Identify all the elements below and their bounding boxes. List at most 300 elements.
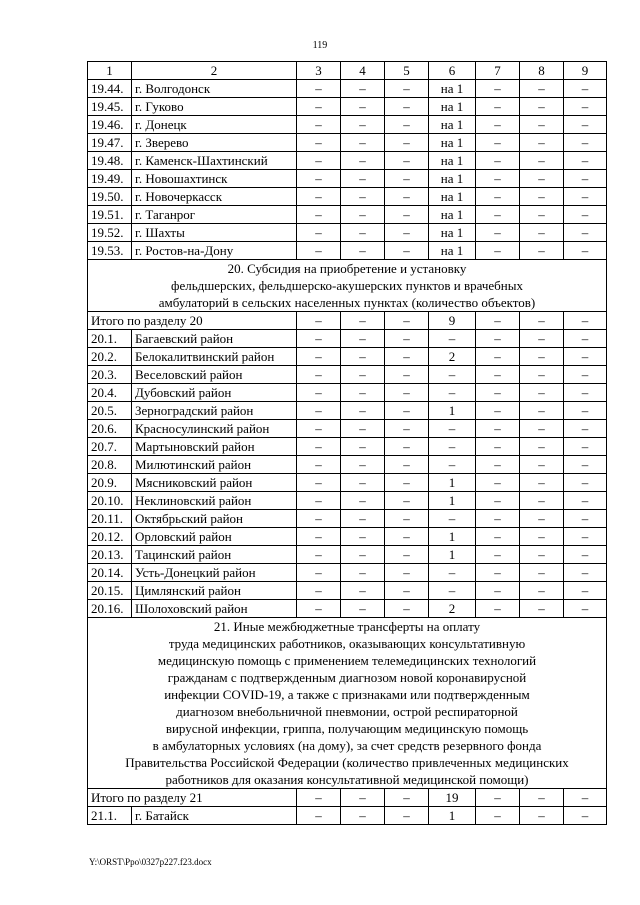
section-21-title-row (88, 618, 607, 789)
total-cell: – (564, 312, 607, 330)
value-cell: – (564, 242, 607, 260)
value-cell: – (297, 546, 341, 564)
value-cell: – (564, 807, 607, 825)
value-cell: – (385, 600, 429, 618)
total-cell: – (385, 312, 429, 330)
value-cell: – (476, 528, 520, 546)
value-cell: 1 (429, 402, 476, 420)
value-cell: – (476, 224, 520, 242)
total-cell: – (476, 789, 520, 807)
value-cell: – (341, 474, 385, 492)
value-cell: 1 (429, 807, 476, 825)
value-cell: – (297, 170, 341, 188)
data-table (87, 61, 607, 825)
header-cell: 9 (564, 62, 607, 80)
table-row (88, 188, 607, 206)
row-number: 20.8. (88, 456, 132, 474)
table-row (88, 80, 607, 98)
value-cell: – (385, 528, 429, 546)
value-cell: 2 (429, 600, 476, 618)
header-cell: 7 (476, 62, 520, 80)
value-cell: – (520, 420, 564, 438)
value-cell: – (385, 116, 429, 134)
value-cell: – (385, 366, 429, 384)
footer-file-path: Y:\ORST\Ppo\0327p227.f23.docx (89, 857, 212, 867)
value-cell: – (520, 600, 564, 618)
value-cell: – (564, 564, 607, 582)
row-number: 20.3. (88, 366, 132, 384)
value-cell: – (476, 492, 520, 510)
value-cell: – (476, 206, 520, 224)
header-cell: 1 (88, 62, 132, 80)
row-name: Милютинский район (132, 456, 297, 474)
value-cell: – (520, 348, 564, 366)
value-cell: – (385, 242, 429, 260)
value-cell: – (297, 510, 341, 528)
table-row (88, 402, 607, 420)
value-cell: – (476, 348, 520, 366)
value-cell: – (429, 420, 476, 438)
row-name: Багаевский район (132, 330, 297, 348)
value-cell: – (564, 600, 607, 618)
table-row (88, 348, 607, 366)
value-cell: – (297, 582, 341, 600)
row-number: 20.11. (88, 510, 132, 528)
value-cell: – (564, 206, 607, 224)
total-cell: – (520, 789, 564, 807)
value-cell: – (341, 330, 385, 348)
value-cell: – (297, 474, 341, 492)
total-cell: – (341, 789, 385, 807)
row-number: 20.16. (88, 600, 132, 618)
row-name: г. Волгодонск (132, 80, 297, 98)
table-row (88, 384, 607, 402)
value-cell: – (341, 116, 385, 134)
total-label: Итого по разделу 20 (88, 312, 297, 330)
value-cell: – (520, 224, 564, 242)
row-name: г. Зверево (132, 134, 297, 152)
value-cell: – (476, 564, 520, 582)
value-cell: – (297, 492, 341, 510)
header-cell: 6 (429, 62, 476, 80)
value-cell: – (341, 134, 385, 152)
total-cell: – (297, 312, 341, 330)
row-number: 19.46. (88, 116, 132, 134)
value-cell: – (385, 474, 429, 492)
row-name: Белокалитвинский район (132, 348, 297, 366)
value-cell: – (520, 564, 564, 582)
value-cell: – (564, 348, 607, 366)
row-name: Неклиновский район (132, 492, 297, 510)
value-cell: – (385, 582, 429, 600)
value-cell: на 1 (429, 98, 476, 116)
table-row (88, 152, 607, 170)
value-cell: – (564, 116, 607, 134)
value-cell: – (476, 438, 520, 456)
total-label: Итого по разделу 21 (88, 789, 297, 807)
value-cell: – (341, 438, 385, 456)
table-row (88, 134, 607, 152)
value-cell: – (297, 98, 341, 116)
row-name: г. Шахты (132, 224, 297, 242)
value-cell: – (341, 564, 385, 582)
section-20-title-row (88, 260, 607, 312)
value-cell: – (341, 492, 385, 510)
value-cell: – (297, 420, 341, 438)
value-cell: – (520, 242, 564, 260)
table-row (88, 242, 607, 260)
value-cell: – (476, 384, 520, 402)
value-cell: – (520, 366, 564, 384)
value-cell: 1 (429, 528, 476, 546)
value-cell: – (564, 456, 607, 474)
value-cell: – (476, 170, 520, 188)
value-cell: – (341, 366, 385, 384)
table-row (88, 366, 607, 384)
value-cell: – (476, 134, 520, 152)
value-cell: – (520, 546, 564, 564)
value-cell: – (341, 206, 385, 224)
table-row (88, 330, 607, 348)
value-cell: – (429, 330, 476, 348)
table-row (88, 528, 607, 546)
value-cell: – (476, 80, 520, 98)
table-row (88, 224, 607, 242)
table-row (88, 206, 607, 224)
value-cell: – (564, 330, 607, 348)
row-number: 20.4. (88, 384, 132, 402)
row-number: 19.51. (88, 206, 132, 224)
value-cell: – (429, 456, 476, 474)
value-cell: – (341, 582, 385, 600)
value-cell: – (564, 582, 607, 600)
value-cell: – (297, 438, 341, 456)
total-cell: 9 (429, 312, 476, 330)
value-cell: – (297, 456, 341, 474)
value-cell: – (476, 510, 520, 528)
value-cell: – (385, 564, 429, 582)
value-cell: – (564, 528, 607, 546)
row-number: 19.53. (88, 242, 132, 260)
value-cell: – (520, 98, 564, 116)
value-cell: – (520, 492, 564, 510)
row-name: г. Новошахтинск (132, 170, 297, 188)
table-row (88, 456, 607, 474)
value-cell: – (520, 188, 564, 206)
value-cell: 2 (429, 348, 476, 366)
row-name: Шолоховский район (132, 600, 297, 618)
row-number: 20.7. (88, 438, 132, 456)
table-row (88, 546, 607, 564)
value-cell: – (476, 456, 520, 474)
value-cell: – (297, 206, 341, 224)
value-cell: – (564, 438, 607, 456)
value-cell: – (297, 242, 341, 260)
row-number: 20.9. (88, 474, 132, 492)
value-cell: – (297, 807, 341, 825)
value-cell: – (520, 170, 564, 188)
value-cell: – (385, 402, 429, 420)
total-cell: – (297, 789, 341, 807)
table-row (88, 564, 607, 582)
value-cell: – (429, 384, 476, 402)
row-number: 20.15. (88, 582, 132, 600)
row-name: Мясниковский район (132, 474, 297, 492)
value-cell: – (476, 152, 520, 170)
value-cell: – (297, 366, 341, 384)
value-cell: – (385, 438, 429, 456)
table-row (88, 492, 607, 510)
row-number: 20.5. (88, 402, 132, 420)
value-cell: – (476, 420, 520, 438)
row-number: 21.1. (88, 807, 132, 825)
value-cell: – (520, 116, 564, 134)
row-number: 19.52. (88, 224, 132, 242)
row-name: г. Новочеркасск (132, 188, 297, 206)
total-cell: 19 (429, 789, 476, 807)
value-cell: – (564, 474, 607, 492)
value-cell: – (564, 170, 607, 188)
table-body (88, 62, 607, 825)
row-number: 20.1. (88, 330, 132, 348)
value-cell: – (564, 492, 607, 510)
row-name: г. Донецк (132, 116, 297, 134)
value-cell: – (341, 510, 385, 528)
value-cell: 1 (429, 492, 476, 510)
header-cell: 5 (385, 62, 429, 80)
value-cell: на 1 (429, 224, 476, 242)
section-20-total-row (88, 312, 607, 330)
value-cell: – (385, 807, 429, 825)
value-cell: – (520, 384, 564, 402)
header-row (88, 62, 607, 80)
row-number: 19.44. (88, 80, 132, 98)
value-cell: – (476, 188, 520, 206)
row-name: г. Каменск-Шахтинский (132, 152, 297, 170)
section-21-title: 21. Иные межбюджетные трансферты на оплату труда медицинских работников, оказывающих консультативную медицинскую помощь с применением телемедицинских технологий гражданам с подтвержденным диагнозом новой коронавирусной инфекции COVID-19, а также с признаками или подтвержденным диагнозом внебольничной пневмонии, острой респираторной вирусной инфекции, гриппа, получающим медицинскую помощь в амбулаторных условиях (на дому), за счет средств резервного фонда Правительства Российской Федерации (количество привлеченных медицинских работников для оказания консультативной медицинской помощи) (88, 618, 607, 789)
value-cell: – (520, 206, 564, 224)
value-cell: – (385, 224, 429, 242)
value-cell: на 1 (429, 170, 476, 188)
total-cell: – (476, 312, 520, 330)
value-cell: – (520, 402, 564, 420)
row-name: Цимлянский район (132, 582, 297, 600)
value-cell: – (564, 80, 607, 98)
value-cell: – (520, 134, 564, 152)
value-cell: – (297, 402, 341, 420)
value-cell: – (385, 420, 429, 438)
value-cell: – (520, 438, 564, 456)
value-cell: – (520, 80, 564, 98)
value-cell: – (385, 152, 429, 170)
value-cell: – (476, 98, 520, 116)
value-cell: – (564, 510, 607, 528)
value-cell: – (341, 420, 385, 438)
value-cell: – (341, 456, 385, 474)
table-row (88, 438, 607, 456)
value-cell: 1 (429, 546, 476, 564)
value-cell: – (429, 438, 476, 456)
row-number: 20.2. (88, 348, 132, 366)
value-cell: – (341, 242, 385, 260)
header-cell: 3 (297, 62, 341, 80)
value-cell: – (476, 600, 520, 618)
row-name: Усть-Донецкий район (132, 564, 297, 582)
value-cell: – (520, 807, 564, 825)
row-name: Красносулинский район (132, 420, 297, 438)
value-cell: – (385, 456, 429, 474)
value-cell: – (297, 384, 341, 402)
value-cell: – (429, 582, 476, 600)
value-cell: – (385, 80, 429, 98)
value-cell: – (564, 420, 607, 438)
value-cell: – (297, 80, 341, 98)
value-cell: – (520, 330, 564, 348)
value-cell: на 1 (429, 152, 476, 170)
table-row (88, 600, 607, 618)
value-cell: – (564, 152, 607, 170)
value-cell: – (385, 330, 429, 348)
row-number: 20.13. (88, 546, 132, 564)
value-cell: – (476, 582, 520, 600)
row-number: 19.50. (88, 188, 132, 206)
total-cell: – (520, 312, 564, 330)
table-row (88, 170, 607, 188)
row-name: Мартыновский район (132, 438, 297, 456)
value-cell: – (476, 116, 520, 134)
row-name: Тацинский район (132, 546, 297, 564)
row-number: 19.48. (88, 152, 132, 170)
value-cell: – (564, 366, 607, 384)
value-cell: – (520, 474, 564, 492)
total-cell: – (341, 312, 385, 330)
value-cell: 1 (429, 474, 476, 492)
value-cell: – (297, 330, 341, 348)
value-cell: – (385, 134, 429, 152)
value-cell: – (341, 402, 385, 420)
value-cell: – (297, 116, 341, 134)
value-cell: – (476, 807, 520, 825)
value-cell: – (385, 206, 429, 224)
total-cell: – (385, 789, 429, 807)
row-number: 19.45. (88, 98, 132, 116)
row-name: Октябрьский район (132, 510, 297, 528)
value-cell: – (297, 528, 341, 546)
table-row (88, 98, 607, 116)
value-cell: – (520, 528, 564, 546)
value-cell: – (341, 348, 385, 366)
header-cell: 4 (341, 62, 385, 80)
value-cell: – (297, 134, 341, 152)
table-row (88, 116, 607, 134)
value-cell: – (341, 224, 385, 242)
value-cell: – (520, 152, 564, 170)
value-cell: – (341, 600, 385, 618)
value-cell: – (341, 98, 385, 116)
row-number: 20.12. (88, 528, 132, 546)
row-name: Зерноградский район (132, 402, 297, 420)
value-cell: – (564, 384, 607, 402)
value-cell: – (385, 188, 429, 206)
section-21-total-row (88, 789, 607, 807)
row-name: г. Ростов-на-Дону (132, 242, 297, 260)
value-cell: – (564, 98, 607, 116)
table-row (88, 582, 607, 600)
value-cell: – (564, 546, 607, 564)
value-cell: – (341, 807, 385, 825)
value-cell: – (341, 80, 385, 98)
value-cell: – (297, 224, 341, 242)
total-cell: – (564, 789, 607, 807)
value-cell: – (297, 188, 341, 206)
value-cell: – (476, 242, 520, 260)
value-cell: на 1 (429, 242, 476, 260)
value-cell: на 1 (429, 206, 476, 224)
value-cell: – (429, 510, 476, 528)
value-cell: – (385, 492, 429, 510)
value-cell: – (564, 134, 607, 152)
table-row (88, 474, 607, 492)
value-cell: – (385, 98, 429, 116)
value-cell: – (341, 188, 385, 206)
value-cell: – (520, 456, 564, 474)
value-cell: – (385, 510, 429, 528)
value-cell: на 1 (429, 134, 476, 152)
table-row (88, 510, 607, 528)
row-name: Орловский район (132, 528, 297, 546)
value-cell: на 1 (429, 188, 476, 206)
value-cell: – (564, 188, 607, 206)
table-row (88, 807, 607, 825)
row-name: г. Таганрог (132, 206, 297, 224)
row-name: Веселовский район (132, 366, 297, 384)
row-name: г. Батайск (132, 807, 297, 825)
value-cell: – (564, 224, 607, 242)
row-number: 20.10. (88, 492, 132, 510)
value-cell: – (476, 474, 520, 492)
row-name: Дубовский район (132, 384, 297, 402)
value-cell: – (385, 348, 429, 366)
value-cell: – (476, 366, 520, 384)
value-cell: – (476, 546, 520, 564)
row-number: 20.14. (88, 564, 132, 582)
value-cell: – (297, 348, 341, 366)
row-number: 19.47. (88, 134, 132, 152)
value-cell: – (341, 384, 385, 402)
row-number: 20.6. (88, 420, 132, 438)
value-cell: – (429, 366, 476, 384)
row-number: 19.49. (88, 170, 132, 188)
value-cell: – (520, 510, 564, 528)
value-cell: – (520, 582, 564, 600)
value-cell: – (476, 330, 520, 348)
section-20-title: 20. Субсидия на приобретение и установку фельдшерских, фельдшерско-акушерских пунктов и врачебных амбулаторий в сельских населенных пунктах (количество объектов) (88, 260, 607, 312)
page-number: 119 (312, 40, 328, 51)
value-cell: – (341, 152, 385, 170)
value-cell: – (341, 528, 385, 546)
value-cell: – (297, 600, 341, 618)
header-cell: 2 (132, 62, 297, 80)
value-cell: на 1 (429, 80, 476, 98)
value-cell: – (385, 384, 429, 402)
row-name: г. Гуково (132, 98, 297, 116)
value-cell: – (385, 170, 429, 188)
value-cell: на 1 (429, 116, 476, 134)
table-row (88, 420, 607, 438)
value-cell: – (385, 546, 429, 564)
value-cell: – (297, 152, 341, 170)
value-cell: – (429, 564, 476, 582)
